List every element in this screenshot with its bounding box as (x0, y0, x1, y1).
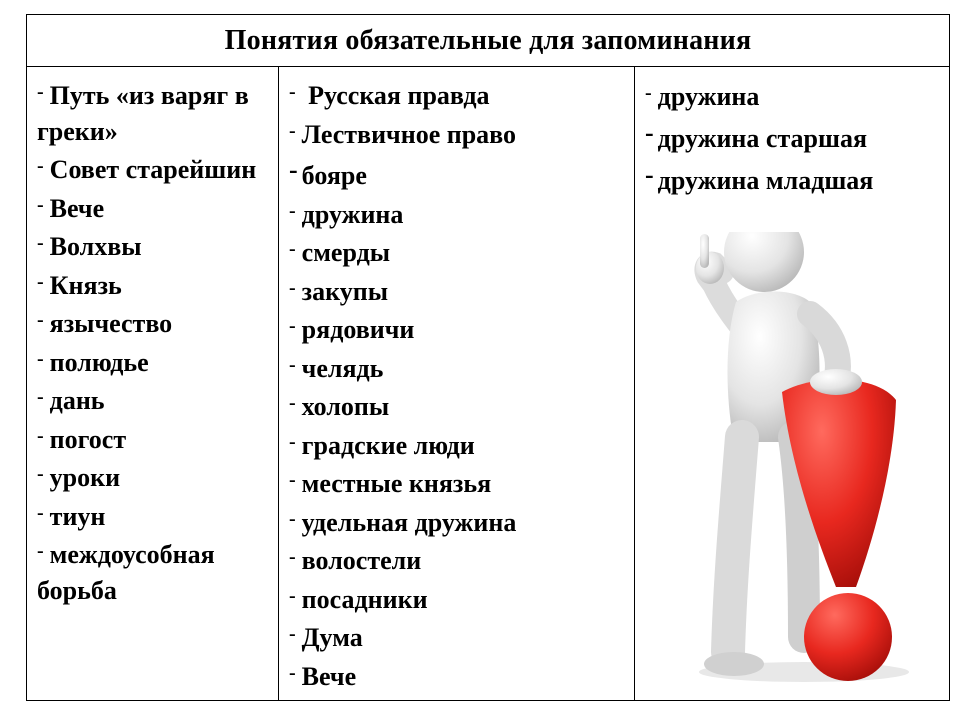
list-item: - Дума (289, 623, 363, 652)
list-item: - холопы (289, 392, 390, 421)
list-item: - полюдье (37, 347, 149, 377)
list-item: - дружина младшая (645, 160, 874, 195)
list-item: - смерды (289, 238, 391, 267)
person-with-exclamation-illustration (664, 232, 916, 684)
list-item: - волостели (289, 546, 422, 575)
list-item: - градские люди (289, 430, 475, 460)
list-item: - Совет старейшин (37, 155, 257, 184)
list-item: - Путь «из варяг в греки» (37, 81, 249, 146)
list-item: - тиун (37, 501, 106, 531)
list-item: - дружина (289, 199, 404, 229)
list-item: - местные князья (289, 469, 492, 498)
column-2 (279, 67, 635, 700)
list-item: - посадники (289, 584, 428, 614)
list-item: - междоусобная борьба (37, 540, 215, 605)
list-item: - дружина старшая (645, 118, 868, 153)
list-item: - челядь (289, 353, 384, 383)
table-header: Понятия обязательные для запоминания (27, 15, 949, 67)
list-item: - удельная дружина (289, 507, 517, 537)
list-item: - погост (37, 424, 127, 454)
list-item: - дань (37, 386, 105, 415)
list-item: - Лествичное право (289, 119, 517, 149)
list-item: - рядовичи (289, 315, 415, 344)
list-item: - уроки (37, 463, 121, 492)
list-item: - закупы (289, 276, 389, 306)
list-item: - Вече (37, 193, 105, 223)
list-item: - Князь (37, 270, 122, 300)
list-item: - дружина (645, 82, 760, 111)
list-item: - язычество (37, 309, 173, 338)
list-item: - Волхвы (37, 232, 142, 261)
list-item: - Русская правда (289, 81, 490, 110)
list-item: - бояре (289, 155, 367, 190)
column-1 (27, 67, 279, 700)
list-item: - Вече (289, 661, 357, 691)
